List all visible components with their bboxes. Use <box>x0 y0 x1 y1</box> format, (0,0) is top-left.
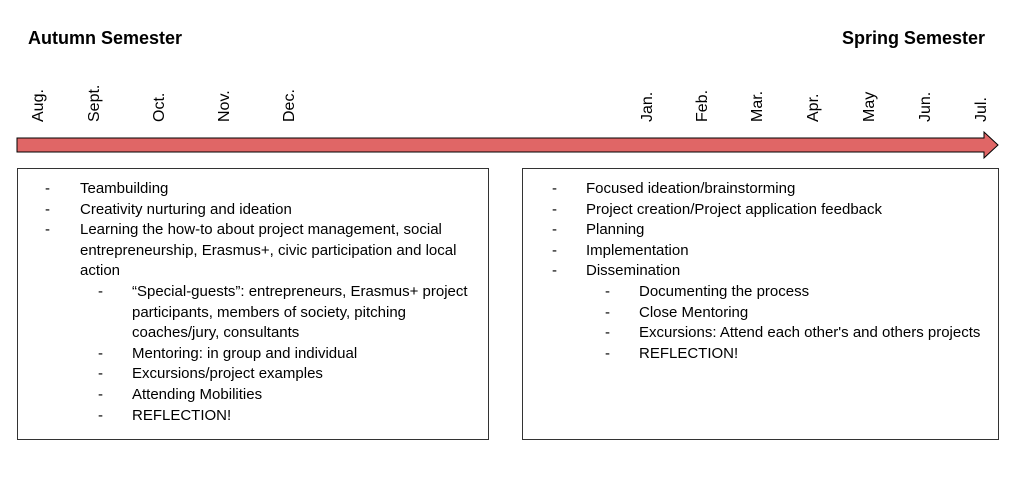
bullet-dash: - <box>98 406 103 424</box>
month-label: Feb. <box>694 89 711 122</box>
month-label: Jan. <box>639 91 656 122</box>
bullet-dash: - <box>552 241 557 259</box>
list-item <box>18 200 488 221</box>
bullet-dash: - <box>552 221 557 239</box>
bullet-dash: - <box>98 385 103 403</box>
list-item-text: Creativity nurturing and ideation <box>80 200 292 218</box>
timeline-arrow <box>16 130 1000 162</box>
bullet-dash: - <box>45 221 50 239</box>
list-item-text: Learning the how-to about project management, social entrepreneurship, Erasmus+, civic participation and local action <box>80 221 457 280</box>
month-label: Apr. <box>805 93 822 122</box>
bullet-dash: - <box>552 180 557 197</box>
bullet-dash: - <box>552 262 557 280</box>
list-item <box>523 261 998 282</box>
bullet-dash: - <box>605 344 610 362</box>
list-item-text: Implementation <box>586 241 689 259</box>
bullet-dash: - <box>605 303 610 321</box>
sub-list-item <box>18 406 488 427</box>
sub-list-item <box>523 282 998 303</box>
list-item <box>523 220 998 241</box>
list-item-text: Attending Mobilities <box>132 385 263 403</box>
list-item-text: REFLECTION! <box>132 406 232 424</box>
month-label: May <box>861 91 878 122</box>
sub-list-item <box>18 385 488 406</box>
month-label: Sept. <box>86 84 103 122</box>
bullet-dash: - <box>45 180 50 197</box>
list-item-text: Excursions/project examples <box>132 365 323 383</box>
list-item-text: Documenting the process <box>639 282 810 300</box>
sub-list-item <box>523 323 998 344</box>
list-item-text: Teambuilding <box>80 180 169 197</box>
list-item <box>18 179 488 200</box>
list-item-text: Planning <box>586 221 645 239</box>
sub-list-item <box>18 364 488 385</box>
spring-activities-box <box>522 168 999 440</box>
spring-semester-title: Spring Semester <box>841 28 985 48</box>
month-label: Aug. <box>30 89 47 122</box>
list-item-text: Focused ideation/brainstorming <box>586 180 796 197</box>
month-label: Nov. <box>216 90 233 122</box>
sub-list-item <box>18 282 488 344</box>
bullet-dash: - <box>98 344 103 362</box>
sub-list-item <box>523 303 998 324</box>
list-item-text: Excursions: Attend each other's and others projects <box>639 324 981 342</box>
list-item <box>523 179 998 200</box>
list-item-text: Project creation/Project application feedback <box>586 200 883 218</box>
list-item-text: “Special-guests”: entrepreneurs, Erasmus+ project participants, members of society, pitching coaches/jury, consultants <box>132 282 468 342</box>
list-item <box>18 220 488 282</box>
list-item-text: Dissemination <box>586 262 681 280</box>
bullet-dash: - <box>552 200 557 218</box>
list-item <box>523 241 998 262</box>
bullet-dash: - <box>98 365 103 383</box>
autumn-activities-box <box>17 168 489 440</box>
sub-list-item <box>18 344 488 365</box>
month-label: Oct. <box>151 92 168 122</box>
list-item-text: Mentoring: in group and individual <box>132 344 358 362</box>
autumn-semester-title: Autumn Semester <box>28 28 183 48</box>
bullet-dash: - <box>605 324 610 342</box>
sub-list-item <box>523 344 998 365</box>
month-label: Jul. <box>973 97 990 122</box>
list-item <box>523 200 998 221</box>
bullet-dash: - <box>98 282 103 300</box>
list-item-text: REFLECTION! <box>639 344 739 362</box>
month-label: Dec. <box>281 89 298 122</box>
month-label: Jun. <box>917 91 934 122</box>
bullet-dash: - <box>45 200 50 218</box>
month-label: Mar. <box>749 90 766 122</box>
list-item-text: Close Mentoring <box>639 303 749 321</box>
bullet-dash: - <box>605 282 610 300</box>
